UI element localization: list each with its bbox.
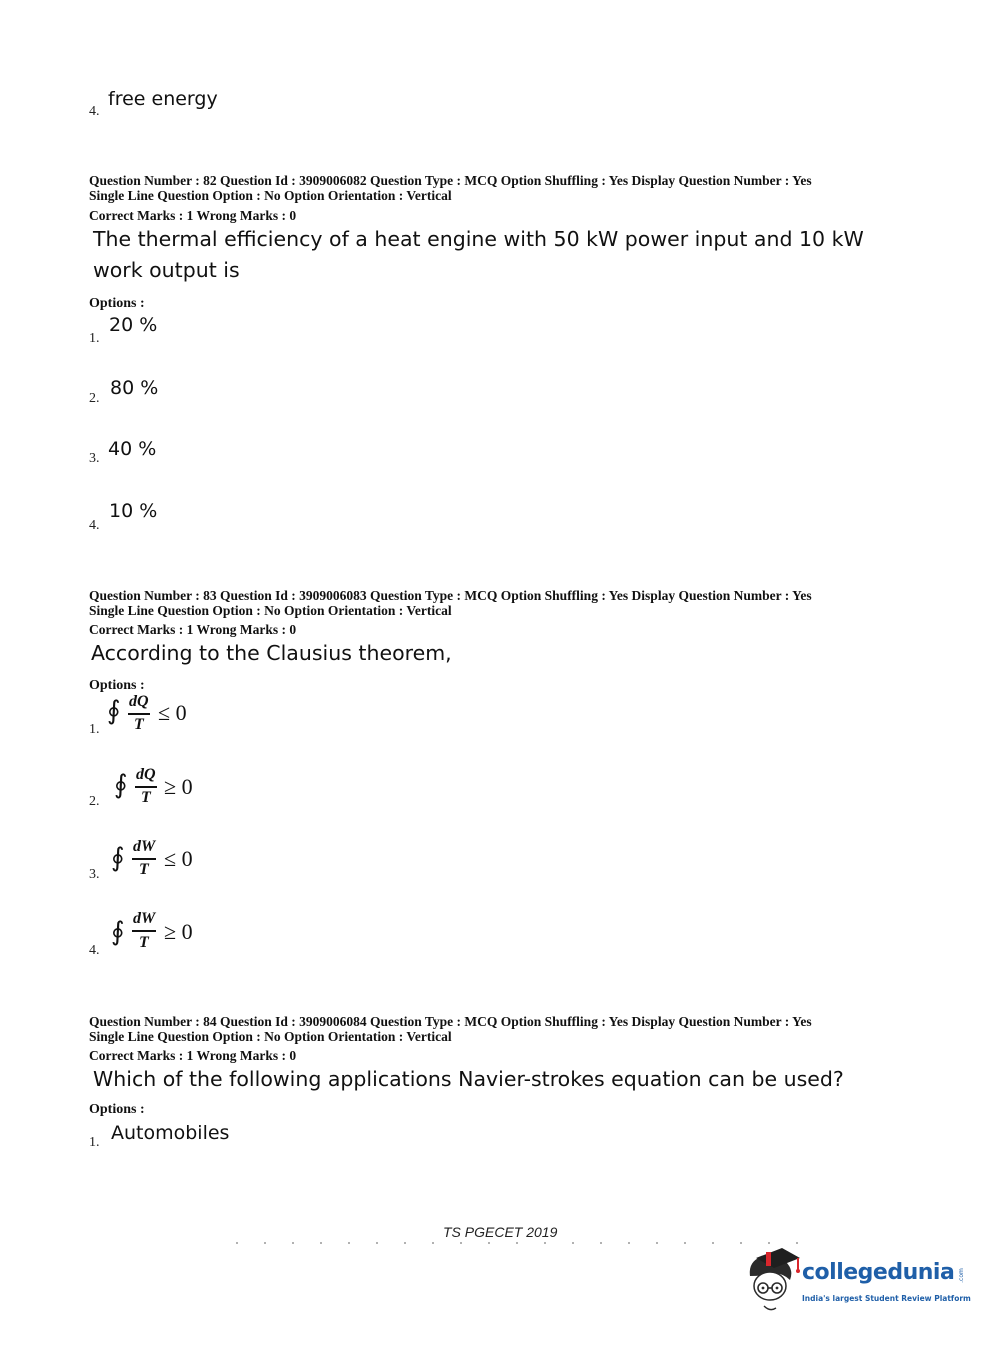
question-marks: Correct Marks : 1 Wrong Marks : 0 bbox=[89, 208, 297, 223]
relation: ≤ 0 bbox=[164, 846, 193, 871]
question-meta-line2: Single Line Question Option : No Option Orientation : Vertical bbox=[89, 1029, 452, 1044]
logo-wordmark bbox=[802, 1260, 969, 1285]
mascot-icon bbox=[742, 1246, 802, 1316]
fraction-bar bbox=[128, 713, 150, 715]
collegedunia-logo[interactable] bbox=[742, 1246, 972, 1316]
option-4 bbox=[89, 907, 229, 957]
fraction-numerator: dW bbox=[133, 910, 156, 927]
contour-integral-symbol: ∮ bbox=[111, 917, 125, 946]
fraction-bar bbox=[132, 930, 156, 932]
logo-suffix: .com bbox=[958, 1267, 966, 1283]
fraction-numerator: dQ bbox=[136, 766, 156, 783]
fraction-bar bbox=[135, 786, 157, 788]
option-number: 2. bbox=[89, 794, 100, 809]
contour-integral-symbol: ∮ bbox=[111, 843, 125, 872]
option-3 bbox=[89, 835, 229, 885]
option-text: 80 % bbox=[110, 377, 159, 399]
fraction-denominator: T bbox=[139, 861, 149, 878]
option-number: 4. bbox=[89, 943, 100, 958]
option-number: 4. bbox=[89, 518, 100, 533]
question-meta-line1: Question Number : 82 Question Id : 3909006082 Question Type : MCQ Option Shuffling : Yes Display Question Number : Yes bbox=[89, 173, 812, 188]
option-text: free energy bbox=[108, 88, 218, 110]
fraction-denominator: T bbox=[139, 934, 149, 951]
option-number: 1. bbox=[89, 1135, 100, 1150]
option-text: 20 % bbox=[109, 314, 158, 336]
question-meta-line2: Single Line Question Option : No Option Orientation : Vertical bbox=[89, 188, 452, 203]
question-text-line1: According to the Clausius theorem, bbox=[91, 641, 452, 665]
option-number: 4. bbox=[89, 104, 100, 119]
logo-tagline: India's largest Student Review Platform bbox=[802, 1294, 971, 1303]
fraction-denominator: T bbox=[141, 789, 151, 806]
exam-footer: TS PGECET 2019 bbox=[443, 1224, 558, 1240]
options-label: Options : bbox=[89, 1102, 145, 1117]
option-1 bbox=[89, 690, 229, 740]
fraction-bar bbox=[132, 858, 156, 860]
option-2 bbox=[89, 762, 229, 812]
relation: ≤ 0 bbox=[158, 700, 187, 725]
prev-option-4 bbox=[89, 88, 389, 120]
logo-name: collegedunia bbox=[802, 1260, 955, 1285]
question-text-line1: The thermal efficiency of a heat engine with 50 kW power input and 10 kW bbox=[93, 227, 864, 251]
footer-dotted-line bbox=[236, 1240, 816, 1246]
relation: ≥ 0 bbox=[164, 774, 193, 799]
option-number: 3. bbox=[89, 451, 100, 466]
question-meta-line1: Question Number : 84 Question Id : 3909006084 Question Type : MCQ Option Shuffling : Yes Display Question Number : Yes bbox=[89, 1014, 812, 1029]
relation: ≥ 0 bbox=[164, 919, 193, 944]
option-number: 2. bbox=[89, 391, 100, 406]
contour-integral-symbol: ∮ bbox=[114, 770, 128, 799]
contour-integral-symbol: ∮ bbox=[107, 696, 121, 725]
option-number: 3. bbox=[89, 867, 100, 882]
options-label: Options : bbox=[89, 296, 145, 311]
option-text: 10 % bbox=[109, 500, 158, 522]
question-text-line2: work output is bbox=[93, 258, 240, 282]
fraction-denominator: T bbox=[134, 716, 144, 733]
fraction-numerator: dQ bbox=[129, 693, 149, 710]
option-number: 1. bbox=[89, 331, 100, 346]
question-meta-line2: Single Line Question Option : No Option Orientation : Vertical bbox=[89, 603, 452, 618]
option-text: 40 % bbox=[108, 438, 157, 460]
option-number: 1. bbox=[89, 722, 100, 737]
question-meta-line1: Question Number : 83 Question Id : 3909006083 Question Type : MCQ Option Shuffling : Yes Display Question Number : Yes bbox=[89, 588, 812, 603]
option-text: Automobiles bbox=[111, 1122, 230, 1144]
options-label: Options : bbox=[89, 678, 145, 693]
question-marks: Correct Marks : 1 Wrong Marks : 0 bbox=[89, 1048, 297, 1063]
question-marks: Correct Marks : 1 Wrong Marks : 0 bbox=[89, 622, 297, 637]
question-text-line1: Which of the following applications Navier-strokes equation can be used? bbox=[93, 1067, 844, 1091]
fraction-numerator: dW bbox=[133, 838, 156, 855]
